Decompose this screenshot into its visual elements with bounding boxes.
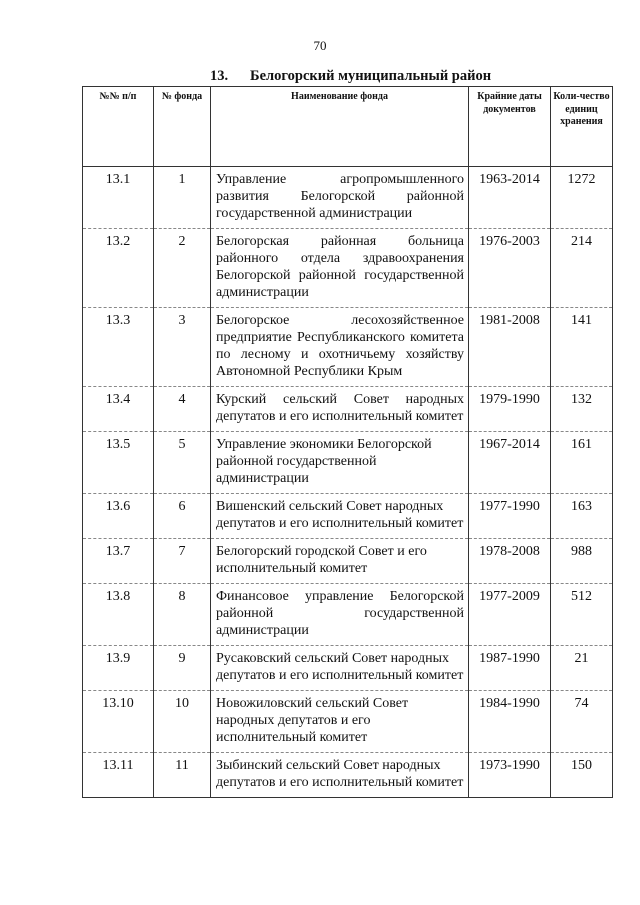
row-dates: 1984-1990: [469, 691, 551, 753]
row-count: 21: [551, 646, 613, 691]
row-count: 150: [551, 753, 613, 798]
row-fond-number: 7: [154, 539, 211, 584]
row-index: 13.3: [83, 308, 154, 387]
row-fond-number: 9: [154, 646, 211, 691]
row-index: 13.7: [83, 539, 154, 584]
row-count: 74: [551, 691, 613, 753]
row-fond-number: 5: [154, 432, 211, 494]
fund-table: [82, 86, 613, 798]
table-row: [83, 308, 613, 387]
row-count: 988: [551, 539, 613, 584]
table-row: [83, 229, 613, 308]
row-dates: 1987-1990: [469, 646, 551, 691]
row-dates: 1976-2003: [469, 229, 551, 308]
row-fond-name: Белогорское лесохозяйственное предприятие Республиканского комитета по лесному и охотничьему хозяйству Автономной Республики Крым: [211, 308, 469, 387]
row-index: 13.5: [83, 432, 154, 494]
row-index: 13.6: [83, 494, 154, 539]
row-index: 13.9: [83, 646, 154, 691]
table-row: [83, 646, 613, 691]
row-fond-name: Зыбинский сельский Совет народных депутатов и его исполнительный комитет: [211, 753, 469, 798]
page-number: 70: [313, 38, 327, 53]
row-fond-number: 8: [154, 584, 211, 646]
row-dates: 1981-2008: [469, 308, 551, 387]
header-count: Коли-чество единиц хранения: [551, 87, 613, 167]
row-dates: 1978-2008: [469, 539, 551, 584]
table-row: [83, 539, 613, 584]
row-count: 163: [551, 494, 613, 539]
row-dates: 1967-2014: [469, 432, 551, 494]
row-index: 13.4: [83, 387, 154, 432]
table-row: [83, 584, 613, 646]
table-row: [83, 167, 613, 229]
row-index: 13.1: [83, 167, 154, 229]
table-row: [83, 432, 613, 494]
row-fond-number: 10: [154, 691, 211, 753]
section-name: Белогорский муниципальный район: [250, 68, 492, 84]
table-row: [83, 387, 613, 432]
row-dates: 1963-2014: [469, 167, 551, 229]
section-number: 13.: [210, 68, 229, 84]
row-index: 13.2: [83, 229, 154, 308]
header-dates: Крайние даты документов: [469, 87, 551, 167]
row-count: 141: [551, 308, 613, 387]
row-count: 214: [551, 229, 613, 308]
row-fond-name: Русаковский сельский Совет народных депутатов и его исполнительный комитет: [211, 646, 469, 691]
row-dates: 1973-1990: [469, 753, 551, 798]
row-fond-number: 1: [154, 167, 211, 229]
section-title: [210, 68, 491, 85]
table-row: [83, 691, 613, 753]
row-index: 13.11: [83, 753, 154, 798]
row-fond-name: Управление агропромышленного развития Белогорской районной государственной администрации: [211, 167, 469, 229]
header-fond-name: Наименование фонда: [211, 87, 469, 167]
row-fond-number: 4: [154, 387, 211, 432]
row-count: 132: [551, 387, 613, 432]
row-index: 13.8: [83, 584, 154, 646]
row-dates: 1977-1990: [469, 494, 551, 539]
row-dates: 1977-2009: [469, 584, 551, 646]
row-fond-name: Курский сельский Совет народных депутатов и его исполнительный комитет: [211, 387, 469, 432]
row-fond-number: 2: [154, 229, 211, 308]
row-count: 512: [551, 584, 613, 646]
table-row: [83, 753, 613, 798]
row-fond-name: Вишенский сельский Совет народных депутатов и его исполнительный комитет: [211, 494, 469, 539]
table-header-row: [83, 87, 613, 167]
row-fond-number: 11: [154, 753, 211, 798]
header-fond-number: № фонда: [154, 87, 211, 167]
row-fond-name: Новожиловский сельский Совет народных депутатов и его исполнительный комитет: [211, 691, 469, 753]
row-fond-name: Белогорский городской Совет и его исполнительный комитет: [211, 539, 469, 584]
row-fond-number: 6: [154, 494, 211, 539]
header-index: №№ п/п: [83, 87, 154, 167]
row-dates: 1979-1990: [469, 387, 551, 432]
row-fond-name: Управление экономики Белогорской районной государственной администрации: [211, 432, 469, 494]
table-row: [83, 494, 613, 539]
row-fond-number: 3: [154, 308, 211, 387]
row-index: 13.10: [83, 691, 154, 753]
row-fond-name: Белогорская районная больница районного отдела здравоохранения Белогорской районной государственной администрации: [211, 229, 469, 308]
row-count: 1272: [551, 167, 613, 229]
row-count: 161: [551, 432, 613, 494]
row-fond-name: Финансовое управление Белогорской районной государственной администрации: [211, 584, 469, 646]
